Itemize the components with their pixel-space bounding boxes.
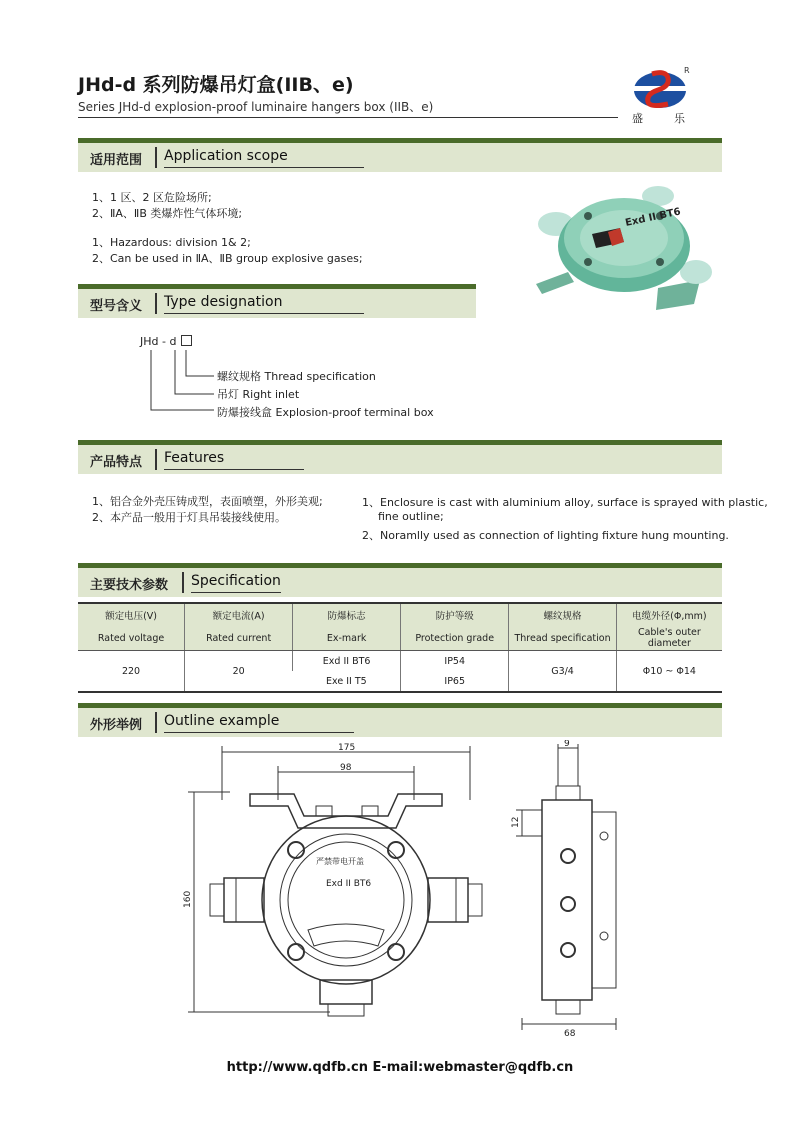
features-en-1: 1、Enclosure is cast with aluminium alloy, surface is sprayed with plastic, xyxy=(362,496,768,509)
dim-side-bottom: 68 xyxy=(564,1029,576,1039)
spec-header-cn: 螺纹规格 xyxy=(509,603,616,626)
section-outline-en: Outline example xyxy=(164,713,280,729)
spec-exmark: Exe II T5 xyxy=(293,671,401,692)
product-screw xyxy=(584,258,592,266)
section-scope xyxy=(78,138,722,172)
product-screw xyxy=(584,212,592,220)
spec-current: 20 xyxy=(185,651,293,693)
spec-header-cn: 防爆标志 xyxy=(293,603,401,626)
features-cn-2: 2、本产品一般用于灯具吊装接线使用。 xyxy=(92,511,286,524)
page-subtitle: Series JHd-d explosion-proof luminaire hangers box (IIB、e) xyxy=(78,100,434,114)
section-spec xyxy=(78,563,722,597)
section-features-en: Features xyxy=(164,450,225,466)
spec-header-en: Rated voltage xyxy=(78,626,185,651)
spec-protection: IP54 xyxy=(401,651,509,672)
spec-header-en: Protection grade xyxy=(401,626,509,651)
type-item-1-cn: 螺纹规格 xyxy=(217,370,261,383)
scope-cn-2: 2、ⅡA、ⅡB 类爆炸性气体环境; xyxy=(92,207,243,220)
page-title: JHd-d 系列防爆吊灯盒(IIB、e) xyxy=(78,74,354,96)
section-spec-cn: 主要技术参数 xyxy=(90,578,169,593)
scope-en-2: 2、Can be used in ⅡA、ⅡB group explosive gases; xyxy=(92,252,363,265)
spec-header-en: Cable's outer diameter xyxy=(616,626,722,651)
section-spec-en: Specification xyxy=(191,573,281,589)
type-code-box xyxy=(181,335,192,346)
type-item-3-en: Explosion-proof terminal box xyxy=(275,406,434,419)
outline-drawing xyxy=(170,740,630,1040)
spec-header-en: Ex-mark xyxy=(293,626,401,651)
spec-cable: Φ10 ~ Φ14 xyxy=(616,651,722,693)
spec-header-en: Rated current xyxy=(185,626,293,651)
dim-total-width: 175 xyxy=(338,743,356,753)
section-type xyxy=(78,284,476,318)
spec-header-en-row xyxy=(78,626,722,651)
logo-char-right: 乐 xyxy=(674,112,685,125)
product-label: Exd II BT6 xyxy=(624,206,682,229)
product-mount-right xyxy=(656,280,700,310)
product-image xyxy=(528,176,718,336)
type-item-2 xyxy=(217,386,299,402)
spec-header-cn: 电缆外径(Φ,mm) xyxy=(616,603,722,626)
dim-side-top: 9 xyxy=(564,740,570,749)
spec-header-cn-row xyxy=(78,603,722,626)
type-item-2-en: Right inlet xyxy=(242,388,300,401)
spec-thread: G3/4 xyxy=(509,651,616,693)
type-item-3-cn: 防爆接线盒 xyxy=(217,406,272,419)
features-cn-1: 1、铝合金外壳压铸成型，表面喷塑，外形美观; xyxy=(92,495,323,508)
table-row xyxy=(78,651,722,672)
scope-cn-1: 1、1 区、2 区危险场所; xyxy=(92,191,212,204)
spec-header-cn: 额定电流(A) xyxy=(185,603,293,626)
type-item-1 xyxy=(217,368,376,384)
product-mount-left xyxy=(536,272,574,294)
section-features xyxy=(78,440,722,474)
spec-voltage: 220 xyxy=(78,651,185,693)
section-scope-cn: 适用范围 xyxy=(90,153,143,168)
product-screw xyxy=(656,258,664,266)
section-type-cn: 型号含义 xyxy=(90,299,143,314)
spec-table xyxy=(78,602,722,693)
section-outline-cn: 外形举例 xyxy=(90,718,143,733)
features-en-2: fine outline; xyxy=(378,510,444,523)
dim-side-left: 12 xyxy=(511,816,521,828)
section-type-en: Type designation xyxy=(164,294,283,310)
front-label: Exd II BT6 xyxy=(326,879,372,889)
dim-bracket: 98 xyxy=(340,763,352,773)
spec-header-cn: 防护等级 xyxy=(401,603,509,626)
logo-mark: R xyxy=(684,66,690,75)
logo-char-left: 盛 xyxy=(632,112,643,125)
type-code: JHd - d xyxy=(140,335,177,348)
spec-protection: IP65 xyxy=(401,671,509,692)
spec-header-cn: 额定电压(V) xyxy=(78,603,185,626)
type-item-3 xyxy=(217,404,434,420)
type-item-2-cn: 吊灯 xyxy=(217,388,239,401)
section-outline xyxy=(78,703,722,737)
type-item-1-en: Thread specification xyxy=(264,370,376,383)
spec-header-en: Thread specification xyxy=(509,626,616,651)
company-logo xyxy=(628,64,698,126)
footer-contact: http://www.qdfb.cn E-mail:webmaster@qdfb.cn xyxy=(226,1060,574,1075)
spec-exmark: Exd II BT6 xyxy=(293,651,401,672)
front-arc-text: 严禁带电开盖 xyxy=(316,857,364,866)
dim-height: 160 xyxy=(183,890,193,908)
title-divider xyxy=(78,117,618,118)
type-leader-lines xyxy=(140,348,220,418)
features-en-3: 2、Noramlly used as connection of lighting fixture hung mounting. xyxy=(362,529,729,542)
scope-en-1: 1、Hazardous: division 1& 2; xyxy=(92,236,251,249)
section-features-cn: 产品特点 xyxy=(90,455,143,470)
section-scope-en: Application scope xyxy=(164,148,288,164)
